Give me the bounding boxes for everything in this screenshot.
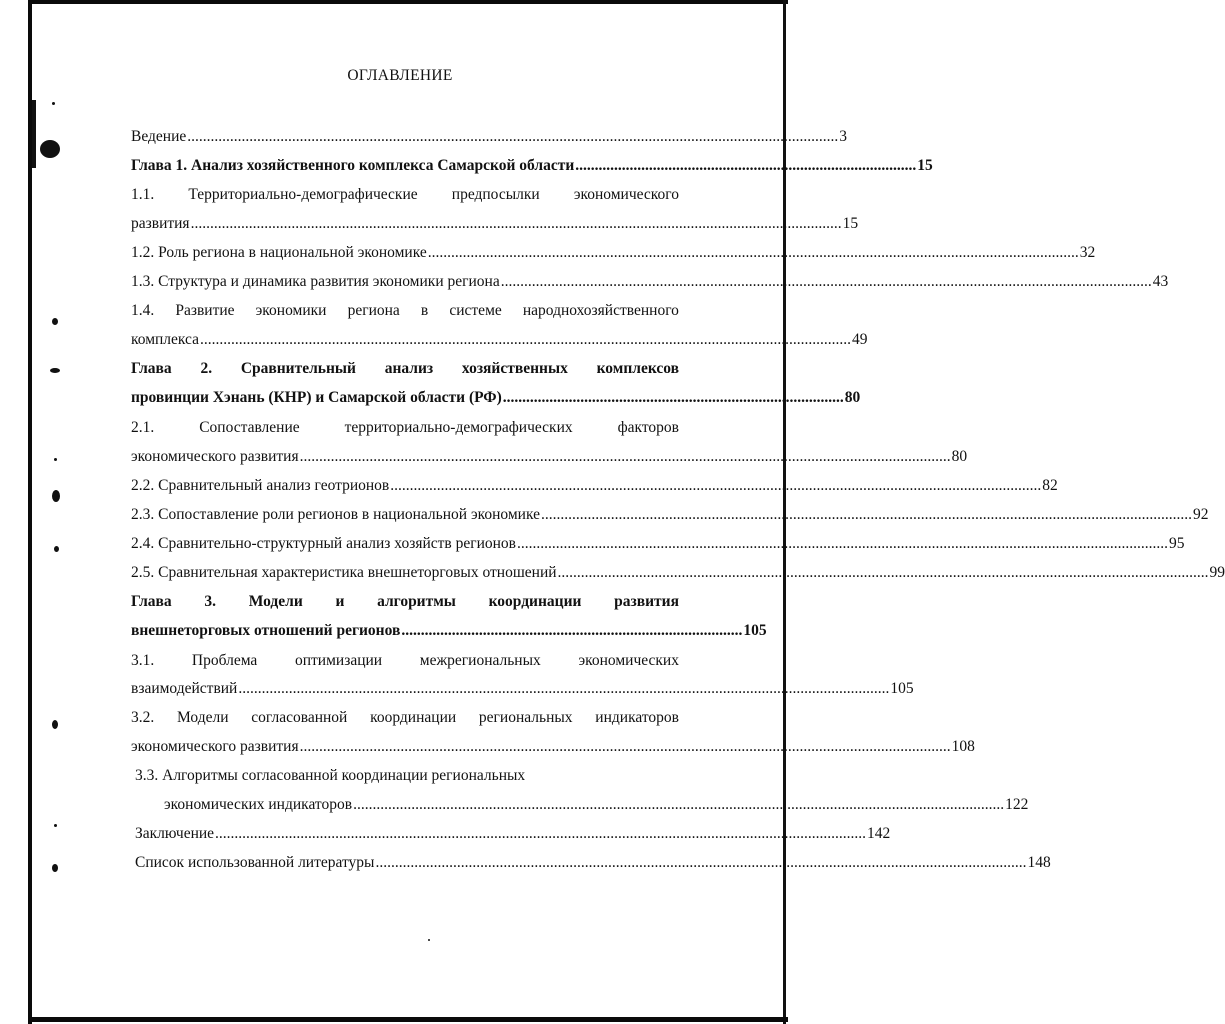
toc-entry-2-1-line2 bbox=[131, 447, 968, 467]
toc-word: Глава bbox=[131, 360, 172, 377]
dot-leader: ........................................................................................................................................................................ bbox=[190, 215, 842, 232]
toc-word: индикаторов bbox=[595, 709, 679, 726]
toc-entry-title: Ведение bbox=[131, 128, 187, 145]
scan-artifact bbox=[428, 939, 430, 941]
toc-page-number: 32 bbox=[1079, 244, 1096, 261]
toc-entry-chapter-2-line2 bbox=[131, 388, 861, 408]
toc-page-number: 15 bbox=[842, 215, 859, 232]
toc-entry-references bbox=[135, 853, 1051, 873]
dot-leader: ........................................................................................................................................................................ bbox=[557, 564, 1209, 581]
dot-leader: ........................................................................................ bbox=[502, 389, 844, 406]
toc-word: 3.2. bbox=[131, 709, 155, 726]
toc-page-number: 108 bbox=[951, 738, 975, 755]
toc-word: Сопоставление bbox=[199, 419, 300, 436]
toc-page-number: 49 bbox=[852, 331, 868, 348]
toc-entry-chapter-2-line1 bbox=[131, 359, 679, 379]
toc-page-number: 142 bbox=[867, 825, 891, 842]
toc-entry-intro bbox=[131, 127, 847, 147]
toc-word: экономических bbox=[578, 652, 679, 669]
toc-word: системе bbox=[449, 302, 502, 319]
dot-leader: ........................................................................................................................................................................ bbox=[540, 506, 1192, 523]
toc-entry-3-2-line1 bbox=[131, 708, 679, 728]
toc-word: комплексов bbox=[596, 360, 679, 377]
toc-entry-title: 1.2. Роль региона в национальной экономике bbox=[131, 244, 427, 261]
toc-entry-title: Заключение bbox=[135, 825, 215, 842]
toc-entry-1-1-line1 bbox=[131, 185, 679, 205]
scan-artifact bbox=[52, 720, 58, 729]
toc-word: Глава bbox=[131, 593, 172, 610]
toc-entry-title: 2.3. Сопоставление роли регионов в национальной экономике bbox=[131, 506, 540, 523]
toc-word: Модели bbox=[248, 593, 303, 610]
toc-entry-title: 3.3. Алгоритмы согласованной координации региональных bbox=[135, 767, 526, 784]
toc-entry-title: провинции Хэнань (КНР) и Самарской области (РФ) bbox=[131, 389, 502, 406]
toc-entry-chapter-1 bbox=[131, 156, 933, 176]
toc-word: координации bbox=[488, 593, 582, 610]
toc-word: хозяйственных bbox=[461, 360, 568, 377]
toc-page-number: 3 bbox=[839, 128, 847, 145]
dot-leader: ........................................................................................................................................................................ bbox=[215, 825, 867, 842]
toc-entry-title: комплекса bbox=[131, 331, 200, 348]
scan-artifact bbox=[52, 864, 58, 872]
toc-word: согласованной bbox=[251, 709, 348, 726]
scan-artifact bbox=[52, 490, 60, 502]
dot-leader: ........................................................................................................................................................................ bbox=[299, 738, 951, 755]
toc-entry-1-1-line2 bbox=[131, 214, 859, 234]
dot-leader: ........................................................................................................................................................................ bbox=[187, 128, 839, 145]
toc-page-number: 105 bbox=[890, 680, 914, 697]
toc-page-number: 148 bbox=[1027, 854, 1051, 871]
scan-border-top bbox=[28, 0, 788, 4]
toc-entry-title: взаимодействий bbox=[131, 680, 238, 697]
toc-word: факторов bbox=[617, 419, 679, 436]
scan-artifact bbox=[52, 102, 55, 105]
toc-page-number: 95 bbox=[1169, 535, 1185, 552]
dot-leader: ........................................................................................................................................................................ bbox=[200, 331, 852, 348]
toc-word: народнохозяйственного bbox=[522, 302, 679, 319]
toc-word: 1.1. bbox=[131, 186, 155, 203]
toc-entry-2-4 bbox=[131, 534, 1185, 554]
toc-word: региона bbox=[347, 302, 400, 319]
toc-word: предпосылки bbox=[451, 186, 540, 203]
toc-entry-title: внешнеторговых отношений регионов bbox=[131, 622, 401, 639]
toc-entry-title: развития bbox=[131, 215, 190, 232]
toc-entry-title: 2.5. Сравнительная характеристика внешнеторговых отношений bbox=[131, 564, 557, 581]
dot-leader: ........................................................................................ bbox=[575, 157, 917, 174]
scan-artifact bbox=[54, 458, 57, 461]
dot-leader: ........................................................................................ bbox=[401, 622, 743, 639]
toc-word: развития bbox=[614, 593, 679, 610]
toc-word: региональных bbox=[478, 709, 573, 726]
toc-page-number: 122 bbox=[1005, 796, 1029, 813]
toc-word: анализ bbox=[384, 360, 434, 377]
toc-entry-2-3 bbox=[131, 505, 1209, 525]
toc-word: и bbox=[335, 593, 345, 610]
dot-leader: ........................................................................................................................................................................ bbox=[353, 796, 1005, 813]
toc-page-number: 80 bbox=[951, 448, 968, 465]
scan-artifact bbox=[40, 140, 60, 158]
toc-word: экономики bbox=[255, 302, 327, 319]
dot-leader: ........................................................................................................................................................................ bbox=[299, 448, 951, 465]
toc-entry-title: 1.3. Структура и динамика развития экономики региона bbox=[131, 273, 500, 290]
toc-entry-1-4-line2 bbox=[131, 330, 868, 350]
toc-word: 2.1. bbox=[131, 419, 155, 436]
scan-border-bottom bbox=[28, 1017, 788, 1022]
toc-word: Проблема bbox=[191, 652, 258, 669]
scan-artifact bbox=[54, 824, 57, 827]
toc-page-number: 82 bbox=[1042, 477, 1058, 494]
toc-entry-title: Список использованной литературы bbox=[135, 854, 375, 871]
dot-leader: ........................................................................................................................................................................ bbox=[427, 244, 1079, 261]
toc-word: межрегиональных bbox=[419, 652, 541, 669]
toc-entry-2-2 bbox=[131, 476, 1058, 496]
toc-word: 1.4. bbox=[131, 302, 155, 319]
toc-entry-1-2 bbox=[131, 243, 1096, 263]
dot-leader: ........................................................................................................................................................................ bbox=[500, 273, 1152, 290]
toc-word: алгоритмы bbox=[377, 593, 456, 610]
toc-entry-title: экономического развития bbox=[131, 448, 299, 465]
toc-word: в bbox=[420, 302, 429, 319]
scan-artifact bbox=[32, 100, 36, 168]
toc-entry-3-1-line2 bbox=[131, 679, 914, 699]
toc-entry-2-5 bbox=[131, 563, 1225, 583]
toc-entry-3-1-line1 bbox=[131, 651, 679, 671]
dot-leader: ........................................................................................................................................................................ bbox=[390, 477, 1042, 494]
toc-word: 2. bbox=[200, 360, 213, 377]
toc-word: Развитие bbox=[175, 302, 235, 319]
toc-entry-chapter-3-line1 bbox=[131, 592, 679, 612]
toc-entry-title: 2.4. Сравнительно-структурный анализ хозяйств регионов bbox=[131, 535, 516, 552]
toc-entry-title: Глава 1. Анализ хозяйственного комплекса Самарской области bbox=[131, 157, 575, 174]
toc-entry-3-3-line1 bbox=[135, 766, 683, 786]
page-title: ОГЛАВЛЕНИЕ bbox=[347, 67, 453, 84]
toc-entry-chapter-3-line2 bbox=[131, 621, 767, 641]
toc-entry-title: экономического развития bbox=[131, 738, 299, 755]
dot-leader: ........................................................................................................................................................................ bbox=[238, 680, 890, 697]
toc-entry-conclusion bbox=[135, 824, 891, 844]
toc-page-number: 80 bbox=[844, 389, 861, 406]
toc-entry-title: экономических индикаторов bbox=[164, 796, 353, 813]
dot-leader: ........................................................................................................................................................................ bbox=[375, 854, 1027, 871]
toc-word: территориально-демографических bbox=[344, 419, 573, 436]
toc-word: координации bbox=[370, 709, 457, 726]
toc-page-number: 15 bbox=[917, 157, 933, 174]
toc-word: оптимизации bbox=[294, 652, 383, 669]
toc-page-number: 92 bbox=[1192, 506, 1209, 523]
toc-entry-1-4-line1 bbox=[131, 301, 679, 321]
toc-word: Сравнительный bbox=[240, 360, 356, 377]
toc-entry-2-1-line1 bbox=[131, 418, 679, 438]
dot-leader: ........................................................................................................................................................................ bbox=[517, 535, 1168, 552]
toc-entry-1-3 bbox=[131, 272, 1169, 292]
toc-word: Модели bbox=[177, 709, 229, 726]
toc-entry-title: 2.2. Сравнительный анализ геотрионов bbox=[131, 477, 390, 494]
toc-entry-3-2-line2 bbox=[131, 737, 975, 757]
toc-word: 3.1. bbox=[131, 652, 155, 669]
scan-artifact bbox=[54, 546, 59, 552]
toc-entry-3-3-line2 bbox=[164, 795, 1029, 815]
scan-artifact bbox=[50, 368, 60, 373]
scan-artifact bbox=[52, 318, 58, 325]
toc-word: 3. bbox=[204, 593, 216, 610]
toc-page-number: 43 bbox=[1152, 273, 1169, 290]
toc-page-number: 105 bbox=[743, 622, 767, 639]
toc-word: экономического bbox=[573, 186, 679, 203]
toc-word: Территориально-демографические bbox=[188, 186, 418, 203]
toc-page-number: 99 bbox=[1209, 564, 1225, 581]
